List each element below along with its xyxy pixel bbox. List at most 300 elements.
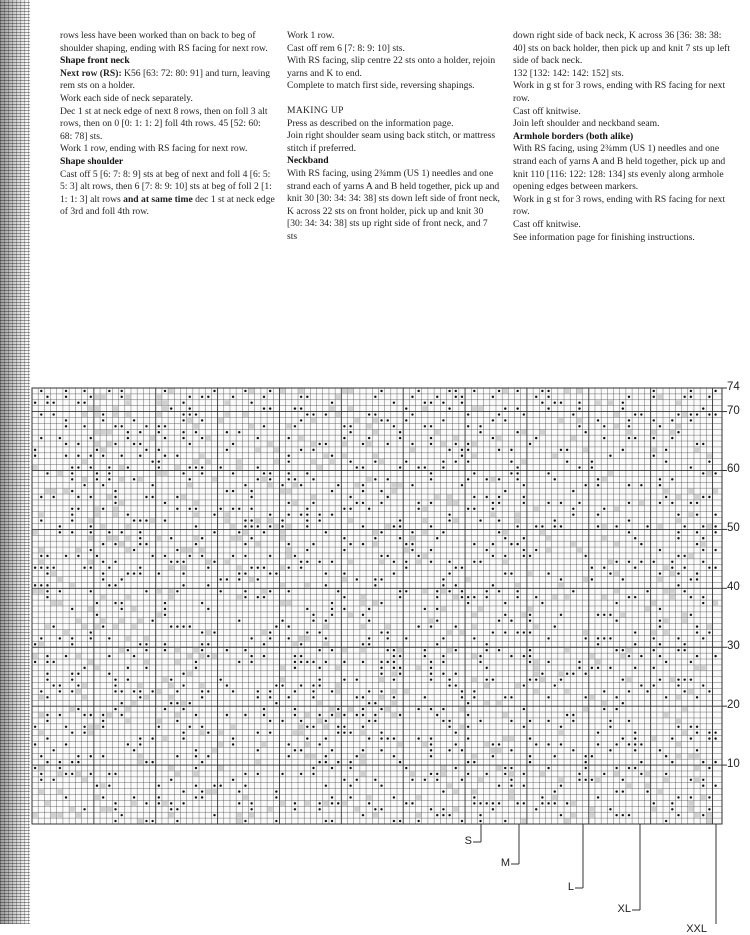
stitch-dot <box>288 567 290 569</box>
stitch-dot <box>615 743 617 745</box>
stitch-shade <box>558 583 563 588</box>
stitch-dot <box>714 761 716 763</box>
stitch-shade <box>305 754 310 759</box>
stitch-dot <box>498 502 500 504</box>
stitch-dot <box>492 802 494 804</box>
stitch-shade <box>484 701 489 706</box>
stitch-dot <box>133 655 135 657</box>
stitch-dot <box>343 678 345 680</box>
stitch-dot <box>622 449 624 451</box>
stitch-dot <box>102 572 104 574</box>
stitch-dot <box>516 802 518 804</box>
stitch-shade <box>317 701 322 706</box>
stitch-shade <box>162 677 167 682</box>
stitch-dot <box>696 502 698 504</box>
stitch-shade <box>169 695 174 700</box>
stitch-dot <box>300 655 302 657</box>
stitch-dot <box>380 731 382 733</box>
stitch-dot <box>696 731 698 733</box>
stitch-dot <box>189 413 191 415</box>
stitch-shade <box>348 518 353 523</box>
paragraph: 132 [132: 142: 142: 152] sts. <box>513 67 624 79</box>
stitch-shade <box>125 595 130 600</box>
stitch-dot <box>288 472 290 474</box>
size-label-xl: XL <box>617 903 631 915</box>
stitch-shade <box>521 430 526 435</box>
stitch-shade <box>305 713 310 718</box>
stitch-dot <box>65 455 67 457</box>
stitch-dot <box>380 490 382 492</box>
paragraph: Join left shoulder and neckband seam. <box>513 118 660 130</box>
stitch-dot <box>102 720 104 722</box>
stitch-dot <box>584 637 586 639</box>
stitch-dot <box>46 396 48 398</box>
stitch-shade <box>336 713 341 718</box>
stitch-dot <box>622 649 624 651</box>
stitch-shade <box>552 795 557 800</box>
stitch-dot <box>139 572 141 574</box>
text-column-1 <box>60 30 275 219</box>
stitch-dot <box>77 466 79 468</box>
stitch-dot <box>498 449 500 451</box>
stitch-dot <box>529 761 531 763</box>
stitch-dot <box>380 708 382 710</box>
stitch-dot <box>479 431 481 433</box>
stitch-dot <box>263 596 265 598</box>
stitch-shade <box>131 801 136 806</box>
stitch-dot <box>492 678 494 680</box>
stitch-shade <box>169 813 174 818</box>
stitch-dot <box>219 590 221 592</box>
stitch-dot <box>640 655 642 657</box>
stitch-dot <box>411 549 413 551</box>
stitch-dot <box>653 649 655 651</box>
stitch-dot <box>479 661 481 663</box>
stitch-dot <box>127 743 129 745</box>
stitch-shade <box>317 465 322 470</box>
stitch-dot <box>77 443 79 445</box>
stitch-shade <box>33 654 38 659</box>
stitch-dot <box>628 690 630 692</box>
stitch-shade <box>360 730 365 735</box>
stitch-dot <box>702 761 704 763</box>
stitch-shade <box>101 783 106 788</box>
stitch-shade <box>181 565 186 570</box>
stitch-dot <box>510 779 512 781</box>
stitch-dot <box>609 614 611 616</box>
stitch-dot <box>535 396 537 398</box>
stitch-dot <box>374 413 376 415</box>
stitch-shade <box>224 559 229 564</box>
stitch-shade <box>515 512 520 517</box>
stitch-dot <box>380 631 382 633</box>
stitch-dot <box>448 678 450 680</box>
stitch-shade <box>422 518 427 523</box>
stitch-dot <box>702 596 704 598</box>
stitch-dot <box>393 696 395 698</box>
stitch-dot <box>368 737 370 739</box>
stitch-shade <box>608 400 613 405</box>
stitch-dot <box>108 466 110 468</box>
stitch-dot <box>281 773 283 775</box>
stitch-shade <box>428 618 433 623</box>
stitch-dot <box>455 684 457 686</box>
stitch-dot <box>114 808 116 810</box>
stitch-dot <box>269 478 271 480</box>
stitch-dot <box>127 466 129 468</box>
stitch-dot <box>653 802 655 804</box>
stitch-dot <box>46 696 48 698</box>
stitch-dot <box>121 702 123 704</box>
stitch-dot <box>71 637 73 639</box>
stitch-shade <box>329 459 334 464</box>
stitch-shade <box>472 612 477 617</box>
stitch-dot <box>46 737 48 739</box>
stitch-dot <box>151 820 153 822</box>
stitch-dot <box>90 396 92 398</box>
stitch-dot <box>71 761 73 763</box>
stitch-dot <box>312 620 314 622</box>
stitch-dot <box>34 402 36 404</box>
stitch-shade <box>620 654 625 659</box>
stitch-dot <box>653 396 655 398</box>
stitch-dot <box>529 678 531 680</box>
stitch-shade <box>249 577 254 582</box>
stitch-dot <box>176 590 178 592</box>
stitch-dot <box>714 549 716 551</box>
stitch-dot <box>362 490 364 492</box>
stitch-dot <box>393 820 395 822</box>
stitch-dot <box>65 796 67 798</box>
stitch-shade <box>88 607 93 612</box>
stitch-dot <box>294 708 296 710</box>
stitch-dot <box>71 508 73 510</box>
stitch-dot <box>46 567 48 569</box>
stitch-dot <box>498 620 500 622</box>
stitch-shade <box>490 512 495 517</box>
stitch-dot <box>467 761 469 763</box>
stitch-dot <box>374 537 376 539</box>
stitch-dot <box>139 455 141 457</box>
shoulder-text-a: Cast off 5 [6: 7: 8: 9] sts at beg of next and foll 4 [6: 5: 5: 3] alt rows, then 6 [7: 8: 9: 10] sts at beg of foll 2 [1: 1: 1: 3] alt rows <box>60 168 272 205</box>
stitch-dot <box>349 460 351 462</box>
stitch-dot <box>622 702 624 704</box>
stitch-dot <box>714 472 716 474</box>
stitch-dot <box>250 808 252 810</box>
stitch-dot <box>516 407 518 409</box>
stitch-dot <box>560 743 562 745</box>
stitch-shade <box>441 607 446 612</box>
stitch-dot <box>343 714 345 716</box>
stitch-shade <box>237 459 242 464</box>
stitch-dot <box>65 396 67 398</box>
stitch-dot <box>380 602 382 604</box>
stitch-dot <box>356 714 358 716</box>
stitch-dot <box>232 396 234 398</box>
stitch-dot <box>603 437 605 439</box>
stitch-shade <box>119 500 124 505</box>
stitch-dot <box>170 678 172 680</box>
stitch-shade <box>249 424 254 429</box>
stitch-dot <box>46 584 48 586</box>
stitch-dot <box>133 572 135 574</box>
stitch-dot <box>442 655 444 657</box>
stitch-shade <box>144 636 149 641</box>
stitch-dot <box>331 796 333 798</box>
stitch-shade <box>664 489 669 494</box>
stitch-shade <box>478 777 483 782</box>
stitch-dot <box>430 478 432 480</box>
stitch-dot <box>659 608 661 610</box>
stitch-dot <box>250 402 252 404</box>
stitch-dot <box>461 596 463 598</box>
stitch-shade <box>515 518 520 523</box>
stitch-dot <box>436 396 438 398</box>
stitch-dot <box>455 731 457 733</box>
stitch-dot <box>393 572 395 574</box>
stitch-dot <box>318 631 320 633</box>
stitch-dot <box>288 513 290 515</box>
stitch-dot <box>145 449 147 451</box>
stitch-dot <box>65 743 67 745</box>
stitch-shade <box>76 654 81 659</box>
stitch-shade <box>626 648 631 653</box>
stitch-dot <box>238 531 240 533</box>
stitch-shade <box>373 430 378 435</box>
stitch-dot <box>578 402 580 404</box>
stitch-dot <box>714 655 716 657</box>
stitch-dot <box>615 649 617 651</box>
stitch-dot <box>554 525 556 527</box>
stitch-dot <box>566 714 568 716</box>
stitch-shade <box>453 595 458 600</box>
stitch-dot <box>411 413 413 415</box>
stitch-shade <box>688 754 693 759</box>
stitch-dot <box>300 684 302 686</box>
stitch-shade <box>707 453 712 458</box>
stitch-dot <box>52 625 54 627</box>
paragraph: Dec 1 st at neck edge of next 8 rows, then on foll 3 alt rows, then on 0 [0: 1: 1: 2] foll 4th rows. 45 [52: 60: 68: 78] sts. <box>60 105 268 142</box>
stitch-shade <box>230 524 235 529</box>
stitch-shade <box>422 553 427 558</box>
stitch-dot <box>331 490 333 492</box>
stitch-dot <box>158 802 160 804</box>
paragraph: See information page for finishing instructions. <box>513 231 695 243</box>
stitch-dot <box>182 737 184 739</box>
stitch-dot <box>504 773 506 775</box>
stitch-dot <box>393 667 395 669</box>
stitch-dot <box>114 802 116 804</box>
stitch-shade <box>496 748 501 753</box>
stitch-shade <box>410 536 415 541</box>
stitch-shade <box>286 524 291 529</box>
stitch-dot <box>516 590 518 592</box>
stitch-dot <box>356 466 358 468</box>
stitch-shade <box>169 389 174 394</box>
stitch-dot <box>114 684 116 686</box>
paragraph: Complete to match first side, reversing shapings. <box>287 80 475 92</box>
stitch-dot <box>640 543 642 545</box>
stitch-dot <box>331 767 333 769</box>
stitch-dot <box>609 572 611 574</box>
stitch-dot <box>145 761 147 763</box>
stitch-dot <box>405 567 407 569</box>
stitch-dot <box>659 484 661 486</box>
stitch-shade <box>373 601 378 606</box>
stitch-dot <box>362 714 364 716</box>
paragraph <box>60 169 275 219</box>
stitch-dot <box>133 519 135 521</box>
stitch-dot <box>139 431 141 433</box>
stitch-shade <box>373 418 378 423</box>
stitch-dot <box>151 484 153 486</box>
stitch-shade <box>490 477 495 482</box>
stitch-shade <box>51 601 56 606</box>
stitch-shade <box>88 730 93 735</box>
stitch-dot <box>467 702 469 704</box>
stitch-dot <box>263 472 265 474</box>
stitch-shade <box>534 660 539 665</box>
stitch-dot <box>702 602 704 604</box>
stitch-dot <box>640 743 642 745</box>
stitch-shade <box>82 683 87 688</box>
stitch-dot <box>96 555 98 557</box>
stitch-dot <box>442 578 444 580</box>
stitch-dot <box>411 802 413 804</box>
stitch-dot <box>77 684 79 686</box>
stitch-dot <box>417 820 419 822</box>
stitch-dot <box>34 584 36 586</box>
stitch-dot <box>52 402 54 404</box>
stitch-dot <box>554 684 556 686</box>
stitch-shade <box>125 524 130 529</box>
stitch-dot <box>226 431 228 433</box>
stitch-shade <box>274 447 279 452</box>
stitch-dot <box>52 684 54 686</box>
stitch-dot <box>145 425 147 427</box>
stitch-dot <box>653 684 655 686</box>
stitch-dot <box>34 743 36 745</box>
stitch-shade <box>472 624 477 629</box>
stitch-dot <box>139 543 141 545</box>
stitch-dot <box>597 643 599 645</box>
stitch-dot <box>213 814 215 816</box>
stitch-dot <box>176 755 178 757</box>
stitch-dot <box>257 696 259 698</box>
stitch-dot <box>486 678 488 680</box>
stitch-shade <box>311 418 316 423</box>
stitch-dot <box>516 596 518 598</box>
stitch-dot <box>337 731 339 733</box>
stitch-dot <box>294 802 296 804</box>
stitch-shade <box>119 618 124 623</box>
stitch-shade <box>626 677 631 682</box>
stitch-dot <box>578 407 580 409</box>
stitch-dot <box>46 572 48 574</box>
stitch-dot <box>195 755 197 757</box>
stitch-shade <box>614 542 619 547</box>
stitch-dot <box>325 820 327 822</box>
stitch-shade <box>107 495 112 500</box>
stitch-dot <box>257 478 259 480</box>
stitch-dot <box>133 749 135 751</box>
knitting-chart <box>0 378 750 935</box>
stitch-dot <box>164 708 166 710</box>
stitch-dot <box>374 702 376 704</box>
stitch-shade <box>342 453 347 458</box>
stitch-dot <box>554 790 556 792</box>
stitch-dot <box>690 419 692 421</box>
stitch-dot <box>331 649 333 651</box>
stitch-dot <box>393 655 395 657</box>
stitch-dot <box>572 673 574 675</box>
stitch-dot <box>189 726 191 728</box>
stitch-dot <box>182 561 184 563</box>
stitch-shade <box>311 754 316 759</box>
stitch-dot <box>195 661 197 663</box>
stitch-dot <box>578 502 580 504</box>
stitch-shade <box>657 577 662 582</box>
stitch-shade <box>509 795 514 800</box>
stitch-dot <box>232 737 234 739</box>
stitch-shade <box>70 583 75 588</box>
stitch-shade <box>453 500 458 505</box>
stitch-shade <box>509 736 514 741</box>
stitch-dot <box>275 820 277 822</box>
stitch-shade <box>447 500 452 505</box>
stitch-shade <box>521 612 526 617</box>
stitch-dot <box>634 749 636 751</box>
stitch-dot <box>281 720 283 722</box>
stitch-dot <box>145 496 147 498</box>
stitch-shade <box>373 530 378 535</box>
stitch-shade <box>125 636 130 641</box>
stitch-dot <box>628 655 630 657</box>
stitch-dot <box>349 767 351 769</box>
stitch-shade <box>76 771 81 776</box>
stitch-shade <box>33 813 38 818</box>
stitch-shade <box>589 807 594 812</box>
stitch-dot <box>34 455 36 457</box>
stitch-dot <box>473 543 475 545</box>
stitch-dot <box>448 390 450 392</box>
stitch-shade <box>385 624 390 629</box>
stitch-dot <box>541 802 543 804</box>
stitch-dot <box>170 779 172 781</box>
stitch-shade <box>453 807 458 812</box>
stitch-shade <box>119 542 124 547</box>
stitch-shade <box>125 536 130 541</box>
stitch-dot <box>71 519 73 521</box>
stitch-dot <box>677 537 679 539</box>
stitch-shade <box>125 718 130 723</box>
stitch-dot <box>201 472 203 474</box>
stitch-shade <box>138 618 143 623</box>
stitch-dot <box>170 808 172 810</box>
stitch-shade <box>472 754 477 759</box>
stitch-shade <box>657 394 662 399</box>
stitch-dot <box>448 814 450 816</box>
stitch-dot <box>52 661 54 663</box>
stitch-dot <box>176 720 178 722</box>
heading-neckband: Neckband <box>287 155 329 167</box>
stitch-dot <box>275 625 277 627</box>
stitch-dot <box>250 567 252 569</box>
stitch-dot <box>455 443 457 445</box>
stitch-dot <box>226 449 228 451</box>
stitch-shade <box>131 701 136 706</box>
stitch-dot <box>405 543 407 545</box>
